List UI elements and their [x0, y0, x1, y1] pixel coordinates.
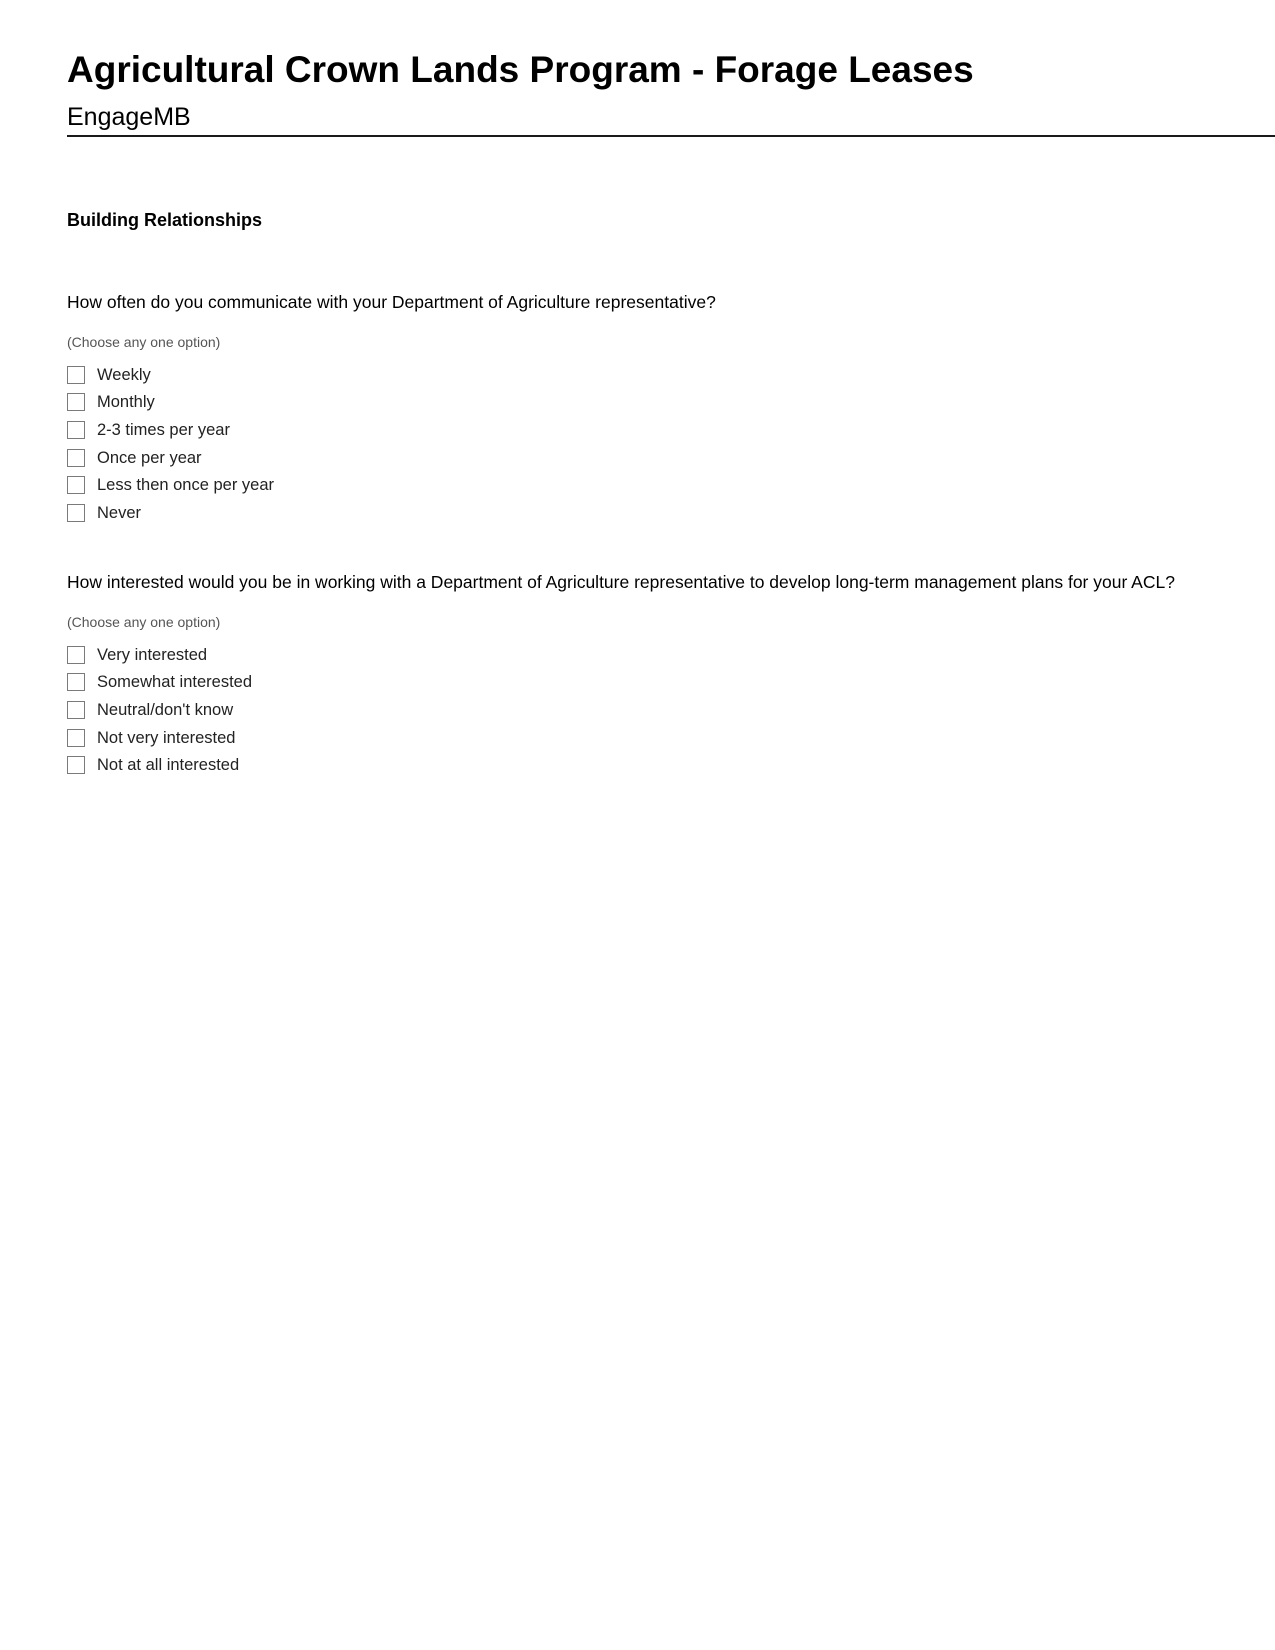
question-hint: (Choose any one option) — [67, 334, 221, 350]
checkbox[interactable] — [67, 701, 85, 719]
checkbox[interactable] — [67, 673, 85, 691]
checkbox[interactable] — [67, 449, 85, 467]
option-label: Never — [97, 503, 142, 522]
header-divider — [67, 135, 1275, 137]
question-management-plan-interest — [67, 570, 1207, 779]
option-label: Once per year — [97, 448, 202, 467]
checkbox[interactable] — [67, 476, 85, 494]
question-text: How interested would you be in working with a Department of Agriculture representative to develop long-term management plans for your ACL? — [67, 572, 1175, 592]
option-2-3-times-per-year[interactable] — [67, 416, 1207, 444]
option-label: Somewhat interested — [97, 673, 253, 692]
option-label: 2-3 times per year — [97, 420, 230, 439]
option-weekly[interactable] — [67, 361, 1207, 389]
checkbox[interactable] — [67, 421, 85, 439]
page-subtitle: EngageMB — [67, 103, 191, 131]
option-somewhat-interested[interactable] — [67, 669, 1207, 697]
option-list — [67, 641, 1207, 779]
option-not-very-interested[interactable] — [67, 724, 1207, 752]
option-label: Less then once per year — [97, 476, 275, 495]
option-label: Weekly — [97, 365, 151, 384]
option-monthly[interactable] — [67, 389, 1207, 417]
option-label: Not at all interested — [97, 756, 240, 775]
question-hint: (Choose any one option) — [67, 614, 221, 630]
checkbox[interactable] — [67, 366, 85, 384]
option-never[interactable] — [67, 499, 1207, 527]
option-label: Neutral/don't know — [97, 700, 234, 719]
option-once-per-year[interactable] — [67, 444, 1207, 472]
option-not-at-all-interested[interactable] — [67, 751, 1207, 779]
option-neutral-dont-know[interactable] — [67, 696, 1207, 724]
page-title: Agricultural Crown Lands Program - Forage Leases — [67, 49, 974, 90]
checkbox[interactable] — [67, 729, 85, 747]
section-heading: Building Relationships — [67, 210, 263, 230]
option-label: Not very interested — [97, 728, 236, 747]
option-less-than-once-per-year[interactable] — [67, 471, 1207, 499]
option-very-interested[interactable] — [67, 641, 1207, 669]
option-label: Monthly — [97, 393, 155, 412]
option-list — [67, 361, 1207, 527]
option-label: Very interested — [97, 645, 208, 664]
checkbox[interactable] — [67, 646, 85, 664]
checkbox[interactable] — [67, 393, 85, 411]
checkbox[interactable] — [67, 756, 85, 774]
question-communication-frequency — [67, 290, 1207, 527]
question-text: How often do you communicate with your Department of Agriculture representative? — [67, 292, 716, 312]
checkbox[interactable] — [67, 504, 85, 522]
